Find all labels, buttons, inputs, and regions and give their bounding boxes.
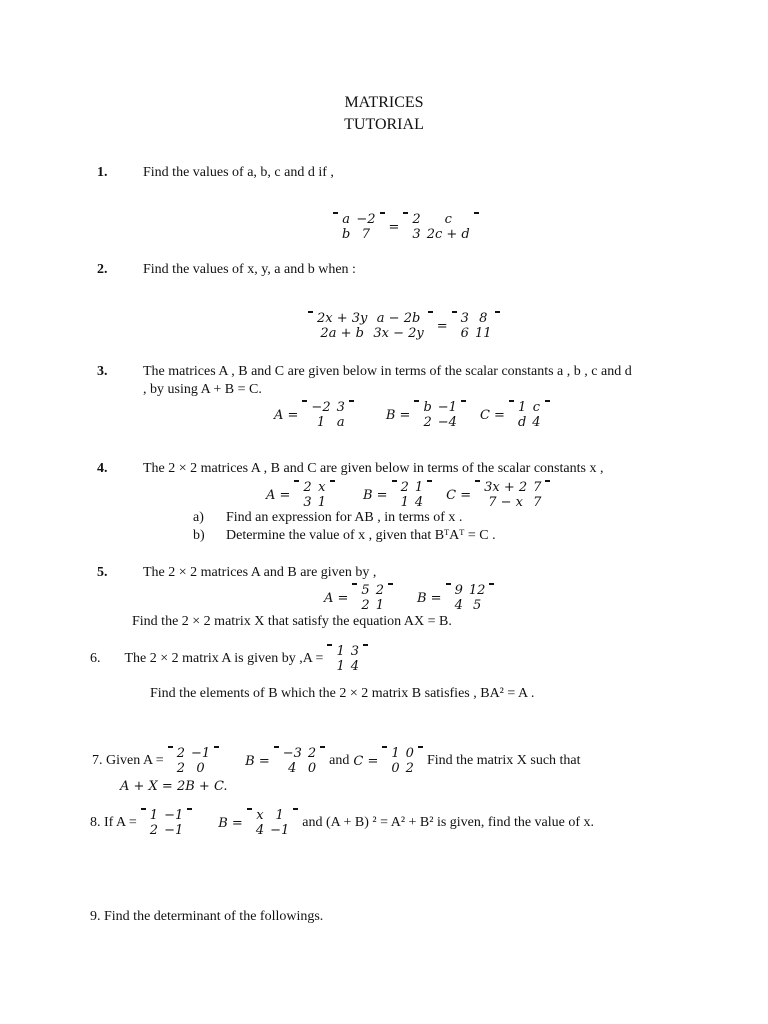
matrix-entry: 2: [307, 746, 317, 761]
matrix-entry: −1: [190, 746, 211, 761]
matrix-entry: 2: [400, 480, 409, 495]
q3-line1: The matrices A , B and C are given below in terms of the scalar constants a , b , c and d: [143, 364, 632, 379]
q8-tail: and (A + B) ² = A² + B² is given, find the value of x.: [302, 815, 595, 830]
q7-and: and: [329, 753, 350, 768]
left-bracket: [475, 480, 480, 482]
q4a-text: Find an expression for AB , in terms of x .: [226, 510, 463, 525]
matrix-entry: −2: [311, 400, 331, 415]
right-bracket: [349, 400, 354, 402]
matrix-entry: d: [517, 415, 527, 430]
matrix-entry: 3x + 2: [484, 480, 528, 495]
q3-matrices: A = −2 3 1 a B = b −1 2 −4 C = 1 c d 4: [270, 398, 550, 432]
matrix-entry: 12: [468, 583, 486, 598]
q2-equation: 2x + 3y a − 2b 2a + b 3x − 2y = 3 8 6 11: [308, 308, 500, 344]
matrix-entry: 0: [196, 761, 205, 776]
q8-line: 8. If A = 1 −1 2 −1 B = x 1 4 −1 and (A + B) ² = A² + B² is given, find the value of x.: [90, 808, 595, 838]
matrix-entry: 7: [361, 227, 371, 242]
matrix-entry: −1: [437, 400, 457, 415]
q1-number: 1.: [97, 165, 108, 180]
q2-text: Find the values of x, y, a and b when :: [143, 262, 356, 277]
q6-text2: Find the elements of B which the 2 × 2 matrix B satisfies , BA² = A .: [150, 686, 535, 701]
right-bracket: [474, 212, 479, 214]
matrix-entry: 3: [412, 227, 421, 242]
matrix-entry: −1: [164, 808, 184, 823]
matrix-entry: 0: [405, 746, 414, 761]
matrix-entry: 1: [149, 808, 159, 823]
matrix-entry: a − 2b: [376, 311, 421, 326]
matrix-entry: 1: [316, 415, 326, 430]
q1-lhs-matrix: [333, 212, 385, 242]
q3-matrix-a: [302, 400, 353, 430]
q4-matrix-a: [294, 480, 335, 510]
matrix-entry: 2: [176, 761, 185, 776]
matrix-entry: 1: [317, 495, 326, 510]
q6-text: The 2 × 2 matrix A is given by ,A =: [124, 651, 324, 666]
left-bracket: [414, 400, 419, 402]
matrix-entry: 7: [533, 495, 542, 510]
matrix-entry: 0: [391, 761, 400, 776]
q4b-label: b): [193, 528, 205, 543]
right-bracket: [545, 480, 550, 482]
q2-rhs-matrix: [452, 311, 501, 341]
right-bracket: [427, 480, 432, 482]
matrix-entry: 1: [414, 480, 424, 495]
q8-matrix-b: [247, 808, 298, 838]
matrix-entry: 7: [533, 480, 542, 495]
q4-matrices: A = 2 x 3 1 B = 2 1 1 4 C = 3x + 2 7 7 − x 7: [262, 478, 550, 512]
matrix-entry: 1: [275, 808, 284, 823]
matrix-entry: 2: [423, 415, 432, 430]
matrix-entry: 5: [361, 583, 370, 598]
q7-matrix-a: [168, 746, 219, 776]
q1-text: Find the values of a, b, c and d if ,: [143, 165, 334, 180]
right-bracket: [489, 583, 494, 585]
matrix-entry: 2: [405, 761, 414, 776]
left-bracket: [352, 583, 357, 585]
matrix-entry: 7 − x: [488, 495, 523, 510]
q2-lhs-matrix: [308, 311, 433, 341]
q7-tail: Find the matrix X such that: [426, 753, 581, 768]
matrix-entry: b: [423, 400, 432, 415]
right-bracket: [545, 400, 550, 402]
left-bracket: [446, 583, 451, 585]
matrix-entry: 2: [361, 598, 370, 613]
right-bracket: [495, 311, 500, 313]
matrix-entry: a: [342, 212, 351, 227]
matrix-entry: 3: [303, 495, 312, 510]
right-bracket: [363, 644, 368, 646]
q3-matrix-b: [414, 400, 466, 430]
q9-text: 9. Find the determinant of the followings.: [90, 909, 324, 924]
q5-text2: Find the 2 × 2 matrix X that satisfy the equation AX = B.: [132, 614, 452, 629]
right-bracket: [380, 212, 385, 214]
left-bracket: [308, 311, 313, 313]
left-bracket: [452, 311, 457, 313]
matrix-entry: 3: [350, 644, 360, 659]
q6-line: [90, 642, 368, 676]
matrix-entry: 9: [454, 583, 463, 598]
q4b-text: Determine the value of x , given that BᵀAᵀ = C .: [226, 528, 496, 543]
matrix-entry: −3: [282, 746, 302, 761]
right-bracket: [320, 746, 325, 748]
q5-text: The 2 × 2 matrices A and B are given by ,: [143, 565, 377, 580]
matrix-entry: 2: [176, 746, 185, 761]
right-bracket: [428, 311, 433, 313]
right-bracket: [461, 400, 466, 402]
matrix-entry: 0: [307, 761, 317, 776]
matrix-entry: 4: [532, 415, 541, 430]
q7-matrix-b: [274, 746, 325, 776]
left-bracket: [382, 746, 387, 748]
left-bracket: [302, 400, 307, 402]
matrix-entry: a: [336, 415, 345, 430]
matrix-entry: −2: [356, 212, 376, 227]
q8-matrix-a: [141, 808, 192, 838]
matrix-entry: 3: [460, 311, 469, 326]
matrix-entry: x: [318, 480, 326, 495]
left-bracket: [509, 400, 514, 402]
matrix-entry: 11: [474, 326, 492, 341]
title-tutorial: TUTORIAL: [344, 116, 424, 133]
title-matrices: MATRICES: [344, 94, 424, 111]
right-bracket: [388, 583, 393, 585]
matrix-entry: 2: [375, 583, 384, 598]
q1-rhs-matrix: [403, 212, 478, 242]
right-bracket: [214, 746, 219, 748]
matrix-entry: 4: [288, 761, 297, 776]
matrix-entry: 5: [472, 598, 482, 613]
left-bracket: [168, 746, 173, 748]
left-bracket: [141, 808, 146, 810]
q7-line: 7. Given A = 2 −1 2 0 B = −3 2 4 0 and C = 1 0 0 2 Find the matrix X such that: [92, 746, 581, 776]
matrix-entry: 1: [517, 400, 527, 415]
left-bracket: [247, 808, 252, 810]
matrix-entry: 1: [336, 659, 345, 674]
matrix-entry: 2: [412, 212, 421, 227]
matrix-entry: 2a + b: [320, 326, 364, 341]
q4-number: 4.: [97, 461, 108, 476]
matrix-entry: 4: [350, 659, 360, 674]
matrix-entry: −1: [164, 823, 184, 838]
matrix-entry: 4: [454, 598, 463, 613]
matrix-entry: 3: [336, 400, 345, 415]
matrix-entry: 1: [336, 644, 345, 659]
q3-matrix-c: [509, 400, 550, 430]
q4-matrix-c: [475, 480, 550, 510]
q6-number: 6.: [90, 651, 101, 666]
q8-text: 8. If A =: [90, 815, 137, 830]
matrix-entry: 2c + d: [426, 227, 470, 242]
right-bracket: [293, 808, 298, 810]
left-bracket: [392, 480, 397, 482]
matrix-entry: −1: [270, 823, 290, 838]
matrix-entry: c: [444, 212, 452, 227]
matrix-entry: 1: [400, 495, 409, 510]
matrix-entry: 3x − 2y: [373, 326, 424, 341]
q7-line2: A + X = 2B + C.: [120, 779, 228, 794]
q1-equation: a −2 b 7 = 2 c 3 2c + d: [333, 210, 479, 244]
right-bracket: [187, 808, 192, 810]
left-bracket: [274, 746, 279, 748]
left-bracket: [403, 212, 408, 214]
q6-matrix-a: [327, 644, 368, 674]
matrix-entry: 2: [303, 480, 312, 495]
q4-text: The 2 × 2 matrices A , B and C are given below in terms of the scalar constants x ,: [143, 461, 604, 476]
matrix-entry: 4: [255, 823, 265, 838]
left-bracket: [333, 212, 338, 214]
right-bracket: [330, 480, 335, 482]
q2-number: 2.: [97, 262, 108, 277]
q7-matrix-c: [382, 746, 423, 776]
matrix-entry: −4: [437, 415, 457, 430]
left-bracket: [294, 480, 299, 482]
matrix-entry: b: [342, 227, 351, 242]
matrix-entry: x: [256, 808, 264, 823]
right-bracket: [418, 746, 423, 748]
matrix-entry: 4: [414, 495, 424, 510]
q5-matrices: A = 5 2 2 1 B = 9 12 4 5: [320, 581, 494, 615]
matrix-entry: 1: [375, 598, 384, 613]
q5-matrix-b: [446, 583, 495, 613]
matrix-entry: 8: [479, 311, 488, 326]
q5-number: 5.: [97, 565, 108, 580]
matrix-entry: c: [532, 400, 541, 415]
matrix-entry: 6: [460, 326, 469, 341]
q4-matrix-b: [392, 480, 433, 510]
matrix-entry: 1: [391, 746, 400, 761]
matrix-entry: 2: [149, 823, 159, 838]
q3-number: 3.: [97, 364, 108, 379]
q3-line2: , by using A + B = C.: [143, 382, 262, 397]
left-bracket: [327, 644, 332, 646]
q4a-label: a): [193, 510, 204, 525]
q5-matrix-a: [352, 583, 393, 613]
q7-text: 7. Given A =: [92, 753, 164, 768]
matrix-entry: 2x + 3y: [317, 311, 368, 326]
